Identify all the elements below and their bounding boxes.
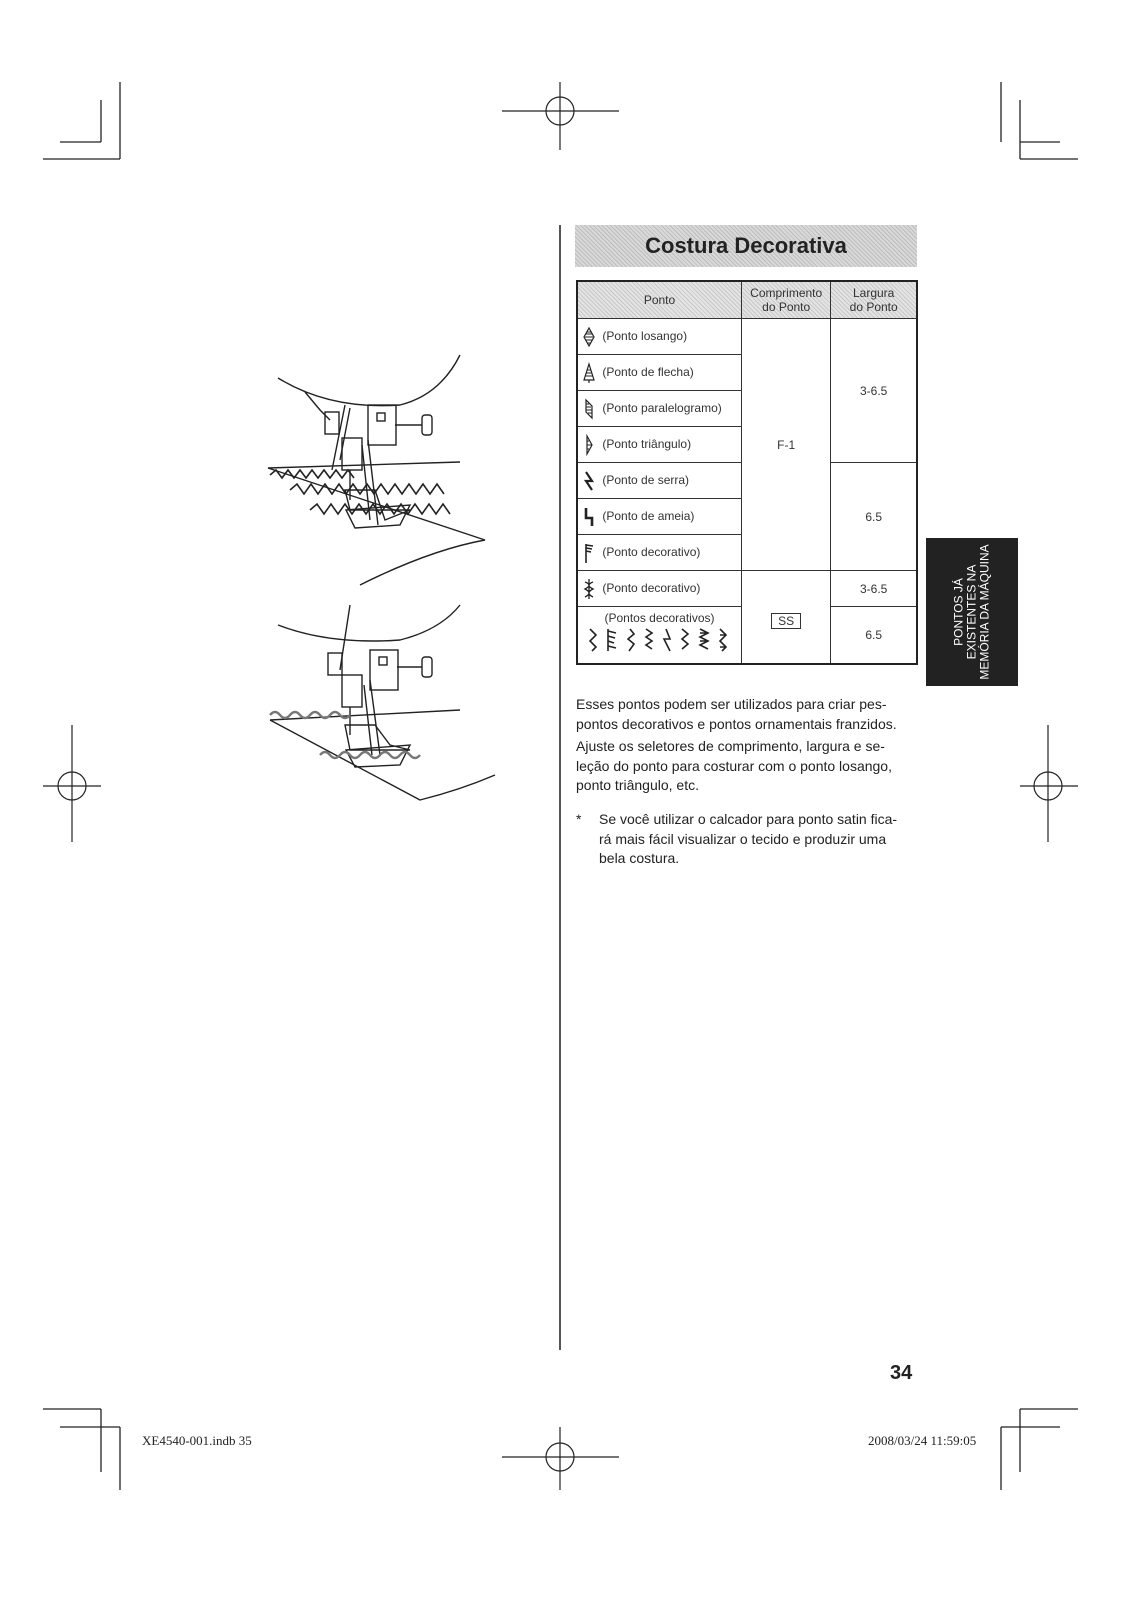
footer-filename: XE4540-001.indb 35 (142, 1433, 252, 1448)
stitch-label: (Ponto decorativo) (602, 580, 701, 595)
illustration-zigzag-sewing (268, 355, 485, 585)
stitch-cell (577, 535, 742, 571)
stitch-cell-multi (577, 607, 742, 665)
footer-timestamp: 2008/03/24 11:59:05 (868, 1433, 977, 1448)
table-header-row (577, 281, 917, 319)
largura-value-d: 6.5 (831, 607, 917, 665)
header-largura: Largura do Ponto (831, 281, 917, 319)
diamond-stitch-icon (582, 326, 596, 348)
decorative-stitch-icon (582, 542, 596, 564)
side-tab-line: EXISTENTES NA (964, 564, 979, 660)
largura-value-c: 3-6.5 (831, 571, 917, 607)
note-marker: * (576, 811, 582, 827)
text-line: rá mais fácil visualizar o tecido e produzir uma (599, 830, 887, 847)
note-paragraph (576, 810, 921, 869)
stitch-cell (577, 463, 742, 499)
text-line: Esses pontos podem ser utilizados para criar pes- (576, 696, 887, 712)
arrow-stitch-icon (582, 362, 596, 384)
table-row (577, 319, 917, 355)
stitch-label: (Ponto triângulo) (602, 436, 692, 451)
comprimento-f1: F-1 (742, 319, 831, 571)
stitch-table (576, 280, 918, 665)
stitch-cell (577, 391, 742, 427)
decorative-stitches-icon (582, 627, 737, 653)
decorative-stitch-2-icon (582, 578, 596, 600)
header-ponto: Ponto (577, 281, 742, 319)
comprimento-ss-cell (742, 571, 831, 665)
section-title-box (575, 225, 917, 267)
saw-stitch-icon (582, 470, 596, 492)
largura-value-b: 6.5 (831, 463, 917, 571)
body-paragraph-2 (576, 737, 921, 796)
text-line: leção do ponto para costurar com o ponto losango, (576, 757, 892, 774)
stitch-cell (577, 571, 742, 607)
stitch-label: (Ponto de serra) (602, 472, 690, 487)
stitch-cell (577, 499, 742, 535)
text-line: ponto triângulo, etc. (576, 777, 699, 793)
side-tab (926, 538, 1018, 686)
text-line: pontos decorativos e pontos ornamentais franzidos. (576, 715, 897, 732)
stitch-label: (Ponto de ameia) (602, 508, 695, 523)
page-number: 34 (890, 1362, 913, 1384)
stitch-label: (Ponto de flecha) (602, 364, 694, 379)
parallelogram-stitch-icon (582, 398, 596, 420)
text-line: Ajuste os seletores de comprimento, largura e se- (576, 738, 885, 754)
side-tab-line: MEMÓRIA DA MÁQUINA (977, 544, 992, 680)
battlement-stitch-icon (582, 506, 596, 528)
stitch-label: (Ponto losango) (602, 328, 688, 343)
illustration-decorative-sewing (270, 605, 495, 800)
stitch-label: (Ponto decorativo) (602, 544, 701, 559)
largura-value-a: 3-6.5 (831, 319, 917, 463)
sewing-illustrations (250, 350, 510, 820)
text-line: bela costura. (599, 850, 680, 866)
stitch-cell (577, 355, 742, 391)
comprimento-ss: SS (771, 613, 801, 629)
text-line: Se você utilizar o calcador para ponto satin fica- (599, 811, 898, 827)
body-paragraph-1 (576, 695, 921, 734)
stitch-cell (577, 319, 742, 355)
stitch-label: (Ponto paralelogramo) (602, 400, 722, 415)
header-comprimento: Comprimento do Ponto (742, 281, 831, 319)
stitch-label: (Pontos decorativos) (604, 611, 715, 625)
triangle-stitch-icon (582, 434, 596, 456)
section-title: Costura Decorativa (645, 233, 847, 258)
side-tab-label (953, 544, 992, 679)
table-row (577, 571, 917, 607)
stitch-cell (577, 427, 742, 463)
side-tab-line: PONTOS JÁ (951, 578, 966, 646)
